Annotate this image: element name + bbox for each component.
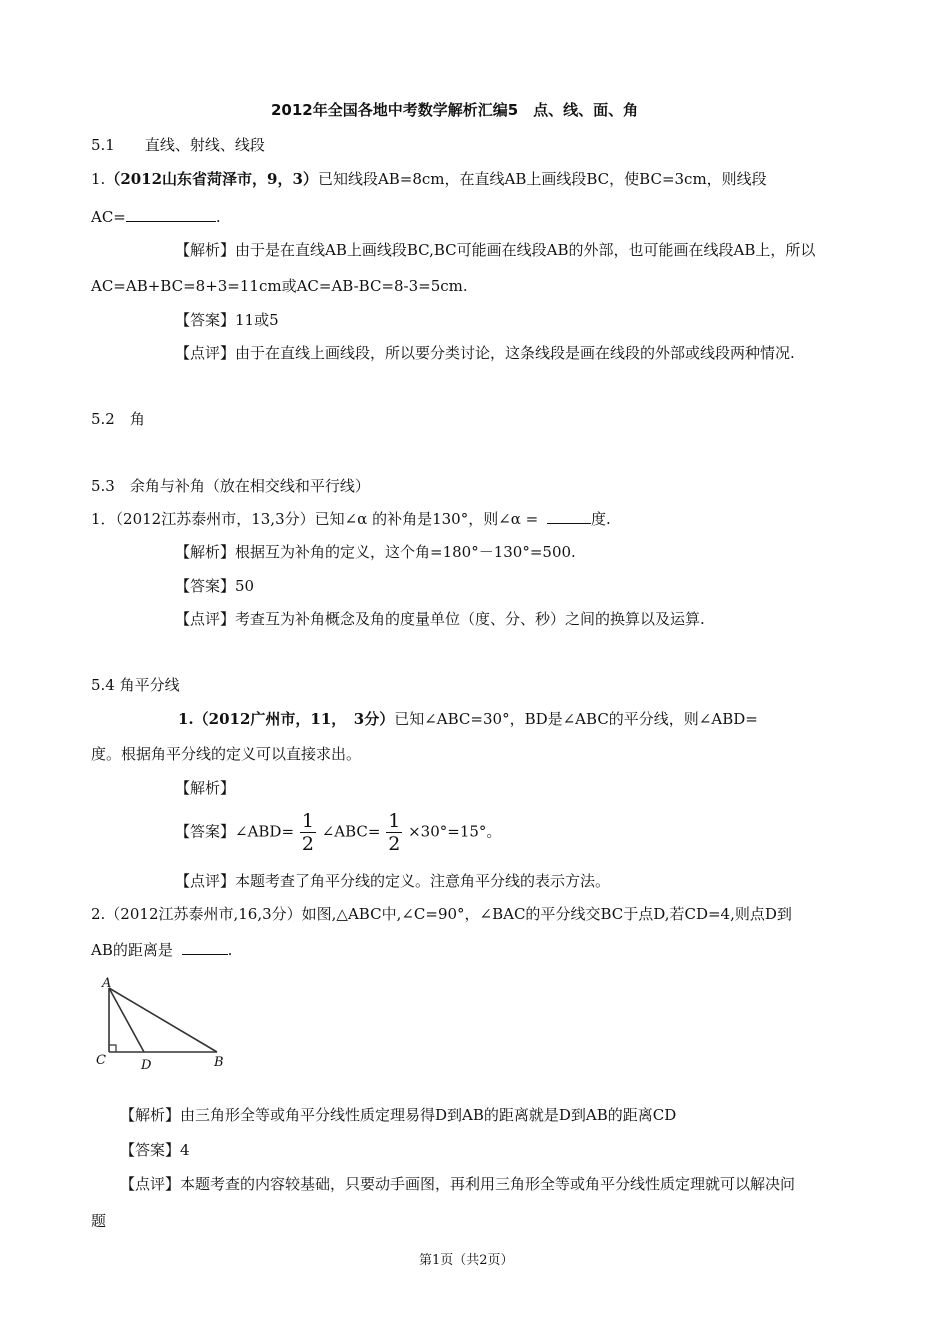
answer-prefix: 【答案】∠ABD= — [175, 822, 295, 841]
fraction-denominator: 2 — [301, 833, 314, 855]
question-5-4-1-cont: 度。根据角平分线的定义可以直接求出。 — [91, 745, 362, 763]
analysis-5-1-cont: AC=AB+BC=8+3=11cm或AC=AB-BC=8-3=5cm. — [91, 277, 468, 295]
analysis-5-4-2: 【解析】由三角形全等或角平分线性质定理易得D到AB的距离就是D到AB的距离CD — [120, 1106, 677, 1124]
fraction-denominator: 2 — [388, 833, 401, 855]
analysis-5-3: 【解析】根据互为补角的定义，这个角=180°－130°=500. — [175, 543, 576, 561]
answer-mid: ∠ABC= — [321, 822, 381, 841]
fraction-numerator: 1 — [388, 810, 401, 832]
question-5-4-2-cont — [91, 940, 232, 960]
question-text-cont: AC= — [91, 208, 126, 226]
period: . — [215, 208, 221, 226]
page-footer: 第1页（共2页） — [419, 1253, 514, 1268]
section-heading-5-4: 5.4 角平分线 — [91, 676, 180, 694]
label-b: B — [214, 1055, 224, 1070]
comment-5-4-2-cont: 题 — [91, 1212, 107, 1230]
comment-5-3: 【点评】考查互为补角概念及角的度量单位（度、分、秒）之间的换算以及运算. — [175, 610, 705, 628]
answer-blank — [126, 207, 216, 222]
comment-5-4-2: 【点评】本题考查的内容较基础，只要动手画图，再利用三角形全等或角平分线性质定理就可以解决问 — [120, 1175, 796, 1193]
period: . — [227, 941, 233, 959]
question-end: 度. — [591, 510, 611, 528]
answer-5-4-2: 【答案】4 — [120, 1141, 190, 1159]
question-5-3-1 — [91, 509, 611, 529]
fraction-half-2 — [386, 810, 402, 855]
side-ab — [109, 988, 217, 1052]
page-title: 2012年全国各地中考数学解析汇编5 点、线、面、角 — [271, 101, 639, 119]
right-angle-mark — [109, 1045, 116, 1052]
fraction-numerator: 1 — [301, 810, 314, 832]
question-5-4-2: 2.（2012江苏泰州市,16,3分）如图,△ABC中,∠C=90°，∠BAC的平分线交BC于点D,若CD=4,则点D到 — [91, 905, 792, 923]
fraction-half — [300, 810, 316, 855]
answer-end: ×30°=15°。 — [408, 822, 502, 841]
answer-5-1: 【答案】11或5 — [175, 311, 279, 329]
analysis-5-1: 【解析】由于是在直线AB上画线段BC,BC可能画在线段AB的外部，也可能画在线段AB上，所以 — [175, 241, 816, 259]
question-text-cont: AB的距离是 — [91, 941, 173, 959]
question-source: （2012山东省菏泽市，9，3） — [105, 170, 318, 188]
comment-5-1: 【点评】由于在直线上画线段，所以要分类讨论，这条线段是画在线段的外部或线段两种情况. — [175, 344, 795, 362]
question-source: 1.（2012广州市，11， 3分） — [178, 710, 395, 728]
question-5-1-1-cont — [91, 207, 221, 227]
question-5-1-1 — [91, 169, 767, 189]
comment-5-4: 【点评】本题考查了角平分线的定义。注意角平分线的表示方法。 — [175, 872, 611, 890]
answer-blank — [182, 940, 228, 955]
answer-5-4 — [175, 810, 501, 855]
question-5-4-1 — [178, 709, 758, 729]
question-text: 已知线段AB=8cm，在直线AB上画线段BC，使BC=3cm，则线段 — [317, 170, 767, 188]
question-text: 1．（2012江苏泰州市，13,3分）已知∠α 的补角是130°，则∠α = — [91, 510, 539, 528]
label-d: D — [141, 1058, 152, 1073]
section-heading-5-2: 5.2 角 — [91, 410, 145, 428]
label-c: C — [96, 1053, 106, 1068]
label-a: A — [102, 976, 112, 991]
triangle-figure — [88, 972, 238, 1076]
section-heading-5-3: 5.3 余角与补角（放在相交线和平行线） — [91, 477, 370, 495]
answer-5-3: 【答案】50 — [175, 577, 255, 595]
answer-blank — [547, 509, 591, 524]
question-text: 已知∠ABC=30°，BD是∠ABC的平分线，则∠ABD= — [394, 710, 758, 728]
analysis-5-4: 【解析】 — [175, 779, 236, 797]
question-number: 1. — [91, 170, 106, 188]
section-heading-5-1: 5.1 直线、射线、线段 — [91, 136, 265, 154]
